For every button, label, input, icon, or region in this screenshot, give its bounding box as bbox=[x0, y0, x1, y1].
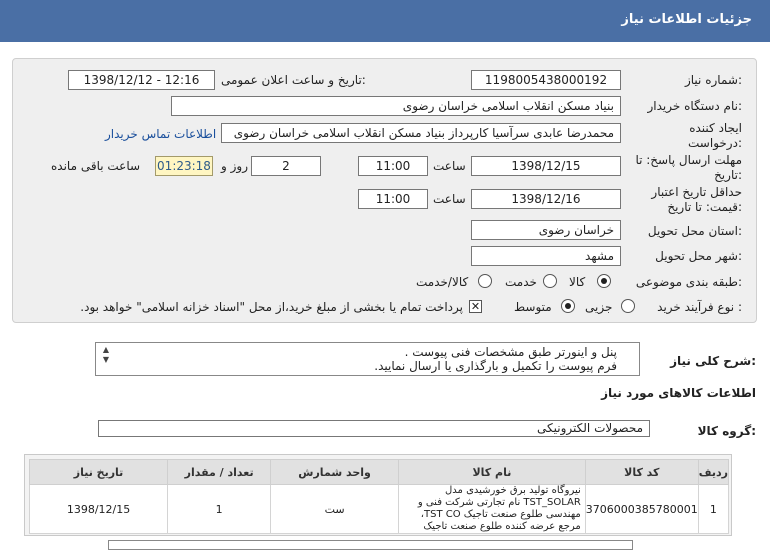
col-name: نام کالا bbox=[398, 460, 585, 485]
buyer-contact-link[interactable]: اطلاعات تماس خریدار bbox=[105, 127, 217, 141]
goods-section-title: اطلاعات کالاهای مورد نیاز bbox=[601, 386, 756, 400]
col-qty: تعداد / مقدار bbox=[168, 460, 271, 485]
remaining-label: ساعت باقی مانده bbox=[51, 159, 141, 173]
description-line-2: فرم پیوست را تکمیل و بارگذاری یا ارسال نمایید. bbox=[374, 359, 617, 373]
validity-time-field: 11:00 bbox=[358, 189, 428, 209]
next-field-box bbox=[108, 540, 633, 550]
cell-date: 1398/12/15 bbox=[30, 485, 168, 534]
buyer-org-field: بنیاد مسکن انقلاب اسلامی خراسان رضوی bbox=[171, 96, 621, 116]
scroll-arrows-icon[interactable]: ▲ ▼ bbox=[102, 345, 110, 364]
category-service-label: خدمت bbox=[505, 275, 537, 289]
city-field: مشهد bbox=[471, 246, 621, 266]
process-medium-radio[interactable] bbox=[561, 299, 575, 313]
goods-group-field: محصولات الکترونیکی bbox=[98, 420, 650, 437]
page-title: جزئیات اطلاعات نیاز bbox=[621, 12, 752, 27]
category-label: طبقه بندی موضوعی: bbox=[635, 275, 742, 289]
city-label: شهر محل تحویل: bbox=[655, 249, 742, 263]
reply-date-field: 1398/12/15 bbox=[471, 156, 621, 176]
need-number-field: 1198005438000192 bbox=[471, 70, 621, 90]
days-field: 2 bbox=[251, 156, 321, 176]
validity-time-label: ساعت bbox=[433, 192, 466, 206]
need-number-label: شماره نیاز: bbox=[684, 73, 742, 87]
creator-label: ایجاد کننده درخواست: bbox=[688, 121, 742, 150]
province-label: استان محل تحویل: bbox=[647, 224, 742, 238]
category-goods-service-radio[interactable] bbox=[478, 274, 492, 288]
treasury-payment-checkbox[interactable]: ✕ bbox=[470, 300, 481, 313]
process-label: نوع فرآیند خرید : bbox=[657, 300, 742, 314]
goods-table bbox=[29, 459, 729, 534]
cell-qty: 1 bbox=[168, 485, 271, 534]
cell-row: 1 bbox=[698, 485, 728, 534]
announce-label: تاریخ و ساعت اعلان عمومی: bbox=[221, 73, 366, 87]
category-goods-service-label: کالا/خدمت bbox=[416, 275, 469, 289]
category-goods-radio[interactable] bbox=[597, 274, 611, 288]
process-medium-label: متوسط bbox=[514, 300, 552, 314]
province-field: خراسان رضوی bbox=[471, 220, 621, 240]
reply-time-field: 11:00 bbox=[358, 156, 428, 176]
validity-date-field: 1398/12/16 bbox=[471, 189, 621, 209]
validity-label: حداقل تاریخ اعتبار قیمت: تا تاریخ: bbox=[651, 185, 742, 214]
reply-deadline-label: مهلت ارسال پاسخ: تا تاریخ: bbox=[635, 153, 742, 182]
treasury-payment-note: پرداخت تمام یا بخشی از مبلغ خرید،از محل "اسناد خزانه اسلامی" خواهد بود. bbox=[80, 300, 463, 314]
process-minor-label: جزیی bbox=[585, 300, 613, 314]
col-date: تاریخ نیاز bbox=[30, 460, 168, 485]
category-service-radio[interactable] bbox=[543, 274, 557, 288]
col-unit: واحد شمارش bbox=[271, 460, 399, 485]
table-row[interactable] bbox=[30, 485, 729, 534]
cell-name: نیروگاه تولید برق خورشیدی مدل TST_SOLAR نام تجارتی شرکت فنی و مهندسی طلوع صنعت تاجیک TST CO، مرجع عرضه کننده طلوع صنعت تاجیک bbox=[398, 485, 585, 534]
col-row: ردیف bbox=[698, 460, 728, 485]
page-header bbox=[0, 0, 770, 42]
goods-table-container bbox=[24, 454, 732, 536]
cell-code: 3706000385780001 bbox=[585, 485, 698, 534]
reply-time-label: ساعت bbox=[433, 159, 466, 173]
category-goods-label: کالا bbox=[569, 275, 586, 289]
remaining-timer: 01:23:18 bbox=[155, 156, 213, 176]
description-line-1: پنل و اینورتر طبق مشخصات فنی پیوست . bbox=[404, 345, 617, 359]
creator-field: محمدرضا عابدی سرآسیا کارپرداز بنیاد مسکن انقلاب اسلامی خراسان رضوی bbox=[221, 123, 621, 143]
buyer-org-label: نام دستگاه خریدار: bbox=[647, 99, 742, 113]
description-label: شرح کلی نیاز: bbox=[670, 354, 756, 368]
need-details-panel bbox=[12, 58, 757, 323]
announce-field: 1398/12/12 - 12:16 bbox=[68, 70, 215, 90]
table-header-row bbox=[30, 460, 729, 485]
description-box[interactable] bbox=[95, 342, 640, 376]
cell-unit: ست bbox=[271, 485, 399, 534]
process-minor-radio[interactable] bbox=[621, 299, 635, 313]
col-code: کد کالا bbox=[585, 460, 698, 485]
days-label: روز و bbox=[221, 159, 248, 173]
goods-group-label: گروه کالا: bbox=[697, 424, 756, 438]
